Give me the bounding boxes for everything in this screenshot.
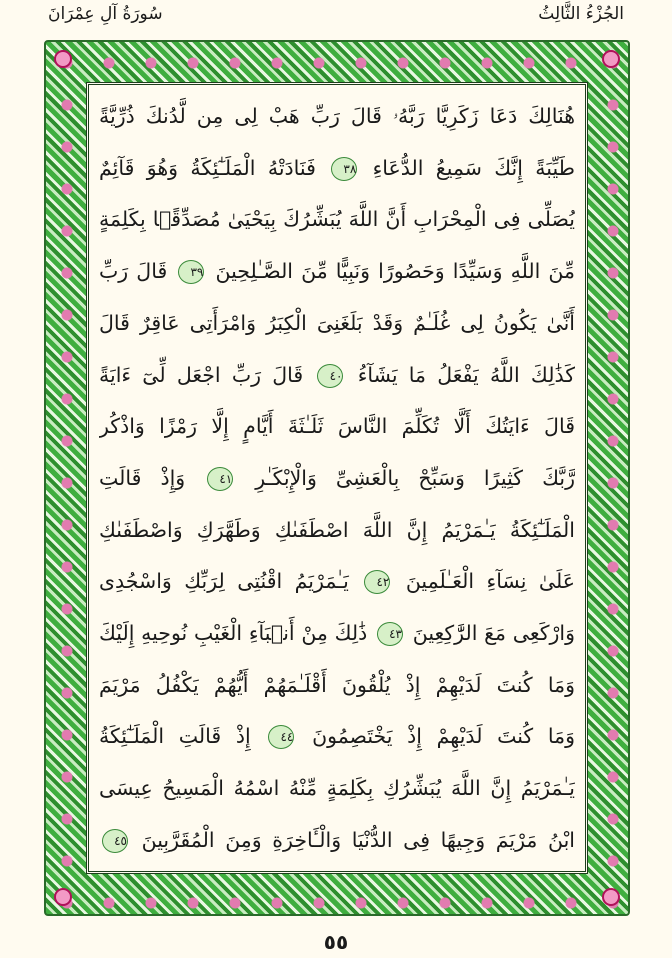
- verse-text: طَيِّبَةً إِنَّكَ سَمِيعُ الدُّعَاءِ: [372, 155, 575, 180]
- verse-line: [99, 608, 575, 658]
- verse-text: يَـٰمَرْيَمُ إِنَّ اللَّهَ يُبَشِّرُكِ بِكَلِمَةٍ مِّنْهُ اسْمُهُ الْمَسِيحُ عِيسَى: [99, 776, 575, 801]
- verse-text: أَنَّىٰ يَكُونُ لِى غُلَـٰمٌ وَقَدْ بَلَغَنِىَ الْكِبَرُ وَامْرَأَتِى عَاقِرٌ قَالَ: [99, 310, 575, 335]
- flower-ornament-icon: [54, 888, 72, 906]
- verse-text: ابْنُ مَرْيَمَ وَجِيهًا فِى الدُّنْيَا وَالْـَٔاخِرَةِ وَمِنَ الْمُقَرَّبِينَ: [141, 827, 575, 852]
- verse-line: [99, 453, 575, 503]
- verse-line: [99, 763, 575, 813]
- ayah-number-marker: ٤١: [207, 467, 233, 491]
- verse-text: كَذَٰلِكَ اللَّهُ يَفْعَلُ مَا يَشَآءُ: [357, 362, 575, 387]
- ayah-number-marker: ٤٤: [268, 725, 294, 749]
- ayah-number-marker: ٣٨: [331, 157, 357, 181]
- verse-line: [99, 246, 575, 296]
- verse-text: عَلَىٰ نِسَآءِ الْعَـٰلَمِينَ: [405, 569, 575, 594]
- verse-text: قَالَ ءَايَتُكَ أَلَّا تُكَلِّمَ النَّاسَ ثَلَـٰثَةَ أَيَّامٍ إِلَّا رَمْزًا وَاذْكُر: [99, 414, 575, 439]
- verse-text: يُصَلِّى فِى الْمِحْرَابِ أَنَّ اللَّهَ يُبَشِّرُكَ بِيَحْيَىٰ مُصَدِّقًۢا بِكَلِمَةٍ: [99, 207, 575, 232]
- verse-line: [99, 298, 575, 348]
- verse-text: وَإِذْ قَالَتِ: [99, 465, 186, 490]
- verse-line: [99, 401, 575, 451]
- verse-lines: [99, 91, 575, 865]
- verse-line: [99, 556, 575, 606]
- verse-text: الْمَلَـٰٓئِكَةُ يَـٰمَرْيَمُ إِنَّ اللَّهَ اصْطَفَىٰكِ وَطَهَّرَكِ وَاصْطَفَىٰكِ: [99, 517, 575, 542]
- ayah-number-marker: ٣٩: [178, 260, 204, 284]
- verse-text: وَمَا كُنتَ لَدَيْهِمْ إِذْ يَخْتَصِمُونَ: [312, 724, 575, 749]
- ornamental-border: [44, 40, 630, 916]
- verse-text: قَالَ رَبِّ: [99, 259, 168, 284]
- verse-line: [99, 815, 575, 865]
- flower-ornament-icon: [602, 50, 620, 68]
- verse-text: مِّنَ اللَّهِ وَسَيِّدًا وَحَصُورًا وَنَبِيًّا مِّنَ الصَّـٰلِحِينَ: [215, 259, 575, 284]
- verse-text: يَـٰمَرْيَمُ اقْنُتِى لِرَبِّكِ وَاسْجُدِى: [99, 569, 349, 594]
- ayah-number-marker: ٤٠: [317, 364, 343, 388]
- verse-text: فَنَادَتْهُ الْمَلَـٰٓئِكَةُ وَهُوَ قَآئِمٌ: [99, 155, 316, 180]
- verse-text: قَالَ رَبِّ اجْعَل لِّىٓ ءَايَةً: [99, 362, 304, 387]
- verse-line: [99, 143, 575, 193]
- verse-line: [99, 194, 575, 244]
- text-area: [86, 82, 588, 874]
- verse-line: [99, 660, 575, 710]
- surah-title: سُورَةُ آلِ عِمْرَانَ: [48, 4, 163, 24]
- ayah-number-marker: ٤٥: [102, 829, 128, 853]
- ayah-number-marker: ٤٣: [377, 622, 403, 646]
- verse-line: [99, 711, 575, 761]
- verse-text: وَارْكَعِى مَعَ الرَّٰكِعِينَ: [412, 621, 575, 646]
- verse-text: إِذْ قَالَتِ الْمَلَـٰٓئِكَةُ: [99, 724, 251, 749]
- juz-title: الجُزْءُ الثَّالِثُ: [538, 4, 624, 24]
- verse-line: [99, 350, 575, 400]
- verse-text: هُنَالِكَ دَعَا زَكَرِيَّا رَبَّهُۥ قَالَ رَبِّ هَبْ لِى مِن لَّدُنكَ ذُرِّيَّةً: [99, 104, 575, 128]
- verse-text: وَمَا كُنتَ لَدَيْهِمْ إِذْ يُلْقُونَ أَقْلَـٰمَهُمْ أَيُّهُمْ يَكْفُلُ مَرْيَمَ: [99, 672, 575, 697]
- verse-line: [99, 505, 575, 555]
- flower-ornament-icon: [602, 888, 620, 906]
- flower-ornament-icon: [54, 50, 72, 68]
- page-number: ٥٥: [323, 930, 349, 954]
- ayah-number-marker: ٤٢: [364, 570, 390, 594]
- verse-line: [99, 91, 575, 141]
- verse-text: ذَٰلِكَ مِنْ أَنۢبَآءِ الْغَيْبِ نُوحِيهِ إِلَيْكَ: [99, 621, 368, 646]
- verse-text: رَّبَّكَ كَثِيرًا وَسَبِّحْ بِالْعَشِىِّ وَالْإِبْكَـٰرِ: [255, 465, 575, 490]
